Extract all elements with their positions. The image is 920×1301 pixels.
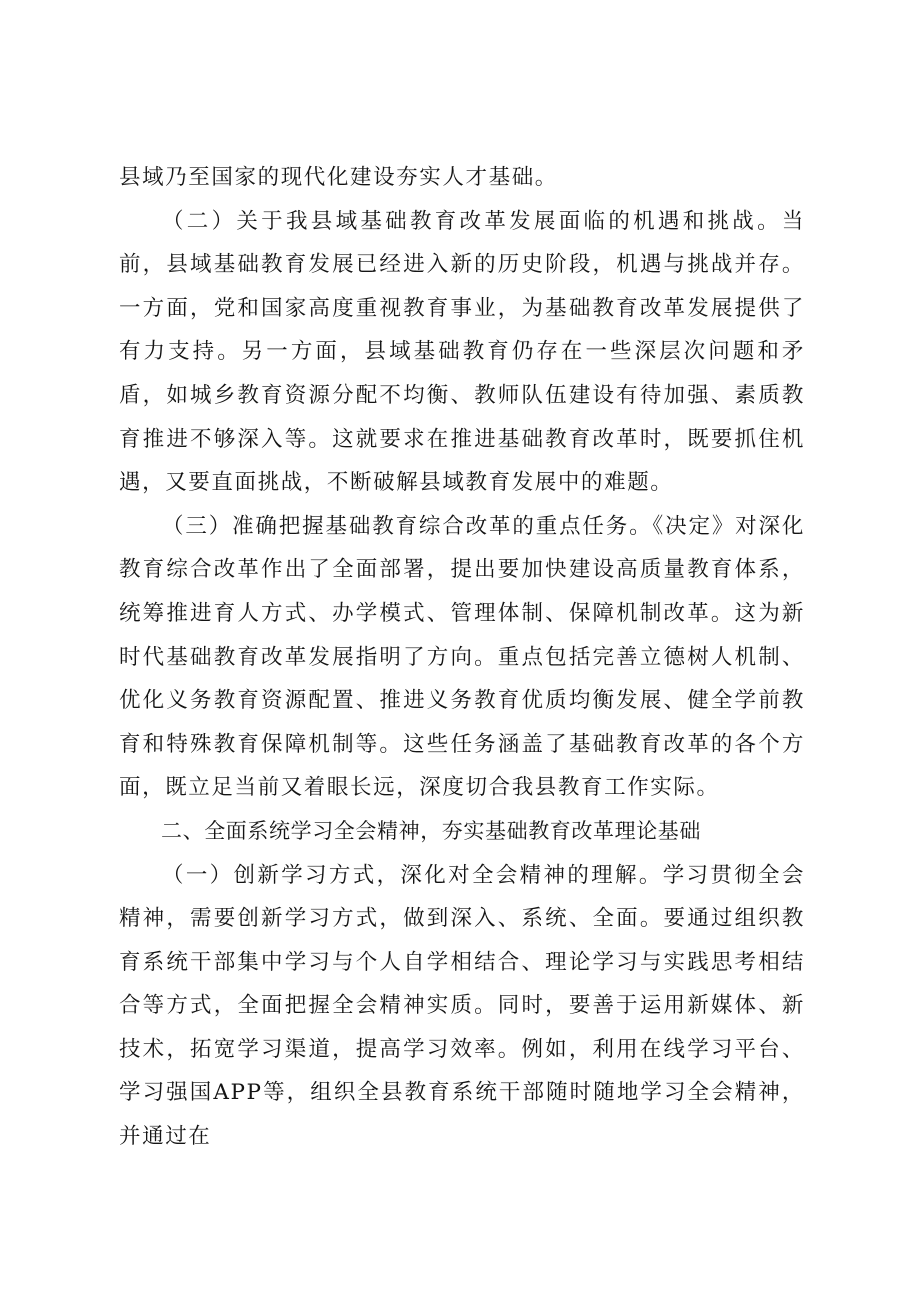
paragraph-section-2-1: （一）创新学习方式，深化对全会精神的理解。学习贯彻全会精神，需要创新学习方式，做到深入、系统、全面。要通过组织教育系统干部集中学习与个人自学相结合、理论学习与实践思考相结合等方式，全面把握全会精神实质。同时，要善于运用新媒体、新技术，拓宽学习渠道，提高学习效率。例如，利用在线学习平台、学习强国APP等，组织全县教育系统干部随时随地学习全会精神，并通过在: [119, 862, 805, 1150]
section-heading-2: 二、全面系统学习全会精神，夯实基础教育改革理论基础: [161, 818, 701, 843]
document-body: [119, 156, 805, 1159]
paragraph-section-1-2: （二）关于我县域基础教育改革发展面临的机遇和挑战。当前，县域基础教育发展已经进入新的历史阶段，机遇与挑战并存。一方面，党和国家高度重视教育事业，为基础教育改革发展提供了有力支持。另一方面，县域基础教育仍存在一些深层次问题和矛盾，如城乡教育资源分配不均衡、教师队伍建设有待加强、素质教育推进不够深入等。这就要求在推进基础教育改革时，既要抓住机遇，又要直面挑战，不断破解县域教育发展中的难题。: [119, 208, 805, 496]
paragraph-section-1-3: （三）准确把握基础教育综合改革的重点任务。《决定》对深化教育综合改革作出了全面部署，提出要加快建设高质量教育体系，统筹推进育人方式、办学模式、管理体制、保障机制改革。这为新时代基础教育改革发展指明了方向。重点包括完善立德树人机制、优化义务教育资源配置、推进义务教育优质均衡发展、健全学前教育和特殊教育保障机制等。这些任务涵盖了基础教育改革的各个方面，既立足当前又着眼长远，深度切合我县教育工作实际。: [119, 513, 805, 801]
continuation-paragraph: 县域乃至国家的现代化建设夯实人才基础。: [119, 165, 558, 190]
